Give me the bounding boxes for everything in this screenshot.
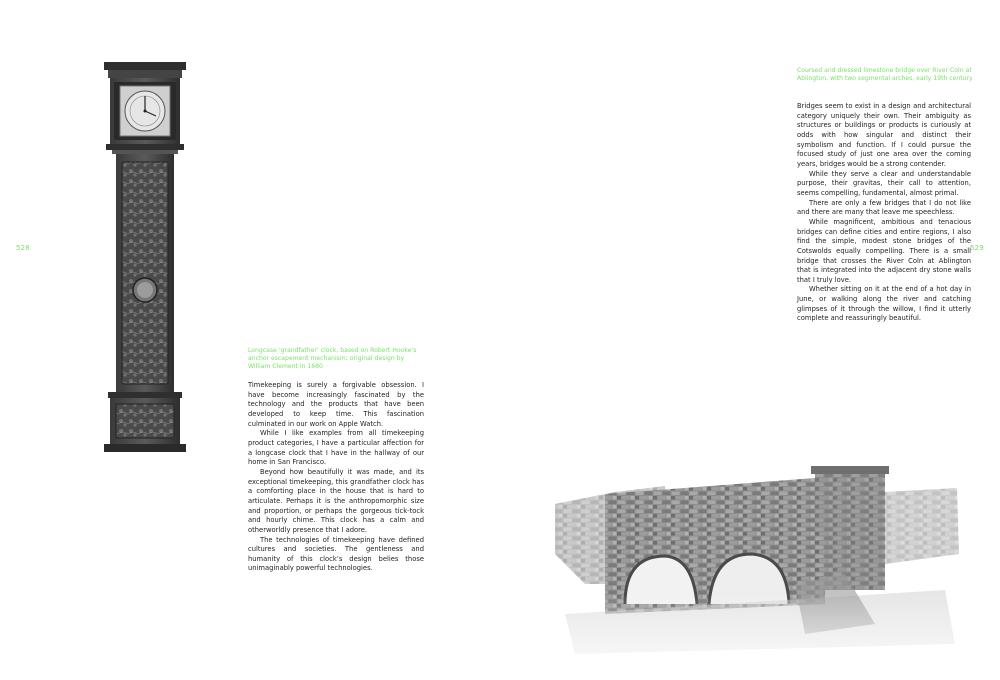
grandfather-clock-drawing: [98, 58, 190, 458]
right-page-number: 529: [970, 244, 984, 252]
left-body-text: [248, 381, 424, 574]
right-paragraph: Bridges seem to exist in a design and architectural category uniquely their own. Their ambiguity as structures or buildings or products is curiously at odds with how singular and distinct their symbolism and function. If I could pursue the focused study of just one area over the coming years, bridges would be a strong contender.: [797, 102, 971, 168]
clock-caption: Longcase ‘grandfather’ clock, based on Robert Hooke’s anchor escapement mechanism; original design by William Clement in 1680: [248, 347, 417, 371]
left-paragraph: The technologies of timekeeping have defined cultures and societies. The gentleness and humanity of this clock’s design belies those unimaginably powerful technologies.: [248, 535, 424, 573]
left-page-number: 528: [16, 244, 30, 252]
left-paragraph: Beyond how beautifully it was made, and its exceptional timekeeping, this grandfather clock has a comforting place in the house that is hard to articulate. Perhaps it is the anthropomorphic size and proportion, or perhaps the gorgeous tick-tock and hourly chime. This clock has a calm and otherworldly presence that I adore.: [248, 467, 424, 534]
left-paragraph: While I like examples from all timekeeping product categories, I have a particular affection for a longcase clock that I have in the hallway of our home in San Francisco.: [248, 429, 424, 467]
right-body-text: [797, 102, 971, 324]
stone-bridge-illustration: [545, 464, 965, 660]
right-paragraph: There are only a few bridges that I do not like and there are many that leave me speechless.: [797, 198, 971, 217]
stone-bridge-drawing: [545, 464, 965, 660]
right-paragraph: While magnificent, ambitious and tenacious bridges can define cities and entire regions, I also find the simple, modest stone bridges of the Cotswolds equally compelling. There is a small bridge that crosses the River Coln at Ablington that is integrated into the adjacent dry stone walls that I truly love.: [797, 217, 971, 284]
bridge-caption: Coursed and dressed limestone bridge over River Coln at Ablington, with two segmental arches, early 19th century: [797, 67, 973, 83]
right-paragraph: Whether sitting on it at the end of a hot day in June, or walking along the river and catching glimpses of it through the willow, I find it utterly complete and reassuringly beautiful.: [797, 285, 971, 323]
left-paragraph: Timekeeping is surely a forgivable obsession. I have become increasingly fascinated by the technology and the products that have been developed to keep time. This fascination culminated in our work on Apple Watch.: [248, 381, 424, 428]
right-paragraph: While they serve a clear and understandable purpose, their gravitas, their call to attention, seems compelling, fundamental, almost primal.: [797, 169, 971, 197]
grandfather-clock-illustration: [98, 58, 190, 458]
